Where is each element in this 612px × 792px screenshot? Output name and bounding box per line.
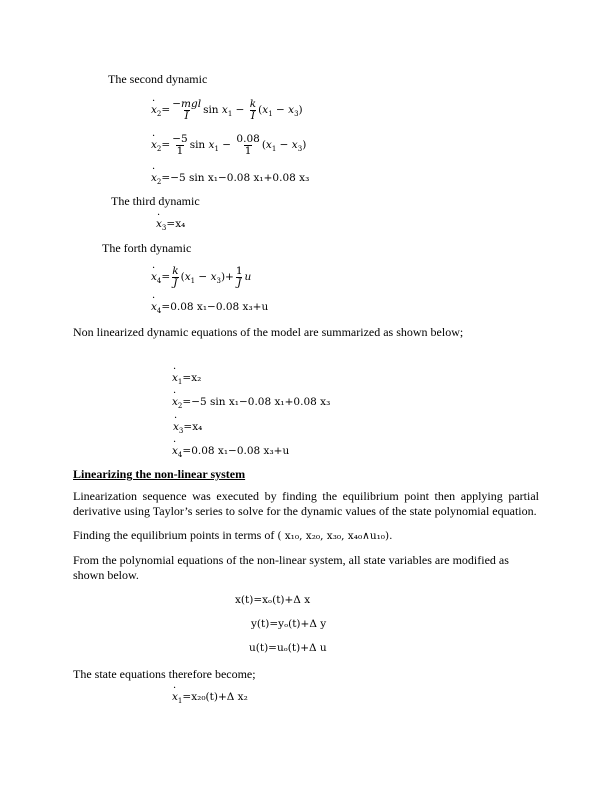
state-equation-x1: · $x_1=x_{20}(t)+\Delta$ x₂ — [172, 690, 248, 704]
equilibrium-paragraph — [73, 528, 539, 543]
equation-x2-substituted: · $x_2=$ $\frac{-5}{1}$ $\sin x_1$ − $\frac{0.08}{1}$ $(x_1 - x_3)$ — [151, 131, 306, 159]
modified-equation-y: y(t)=yₒ(t)+Δ y — [251, 618, 327, 630]
summary-equation-x3: · $x_3=x_4$ — [173, 420, 202, 434]
modified-equation-u: u(t)=uₒ(t)+Δ u — [249, 642, 327, 654]
summary-equation-x2: · $x_2=-5$ sin x₁−0.08 x₁+0.08 x₃ — [172, 395, 330, 409]
second-dynamic-label: The second dynamic — [108, 72, 208, 86]
equation-x2-simplified: · $x_2=-5$ sin x₁−0.08 x₁+0.08 x₃ — [151, 171, 309, 185]
equation-x4-general: · $x_4=$ $\frac{k}{J}$ $(x_1 - x_3)+$ $\frac{1}{J}$ u — [151, 263, 251, 291]
summary-equation-x4: · $x_4=0.08$ x₁−0.08 x₃+u — [172, 444, 289, 458]
summary-equation-x1: · $x_1=x_2$ — [172, 371, 201, 385]
equilibrium-text: Finding the equilibrium points in terms of — [73, 528, 275, 542]
section-heading: Linearizing the non-linear system — [73, 467, 246, 481]
third-dynamic-label: The third dynamic — [111, 194, 200, 208]
equation-x3: · $x_3=x_4$ — [156, 217, 185, 231]
equilibrium-points: ( x₁₀, x₂₀, x₃₀, x₄₀∧u₁₀). — [277, 530, 393, 542]
forth-dynamic-label: The forth dynamic — [102, 241, 192, 255]
state-equations-paragraph: The state equations therefore become; — [73, 667, 256, 681]
linearization-paragraph: Linearization sequence was executed by finding the equilibrium point then applying partial derivative using Taylor’s series to solve for the dynamic values of the state polynomial equation. — [73, 489, 539, 518]
summary-paragraph: Non linearized dynamic equations of the model are summarized as shown below; — [73, 325, 464, 339]
modified-equation-x: x(t)=xₒ(t)+Δ x — [235, 594, 311, 606]
equation-x4-simplified: · $x_4=0.08$ x₁−0.08 x₃+u — [151, 300, 268, 314]
equation-x2-general: · $x_2=$ $\frac{\text{−mgl}}{I}$ $\sin x_1$ − $\frac{k}{I}$ $(x_1 - x_3)$ — [151, 96, 303, 124]
modified-paragraph: From the polynomial equations of the non-linear system, all state variables are modified as shown below. — [73, 553, 509, 582]
